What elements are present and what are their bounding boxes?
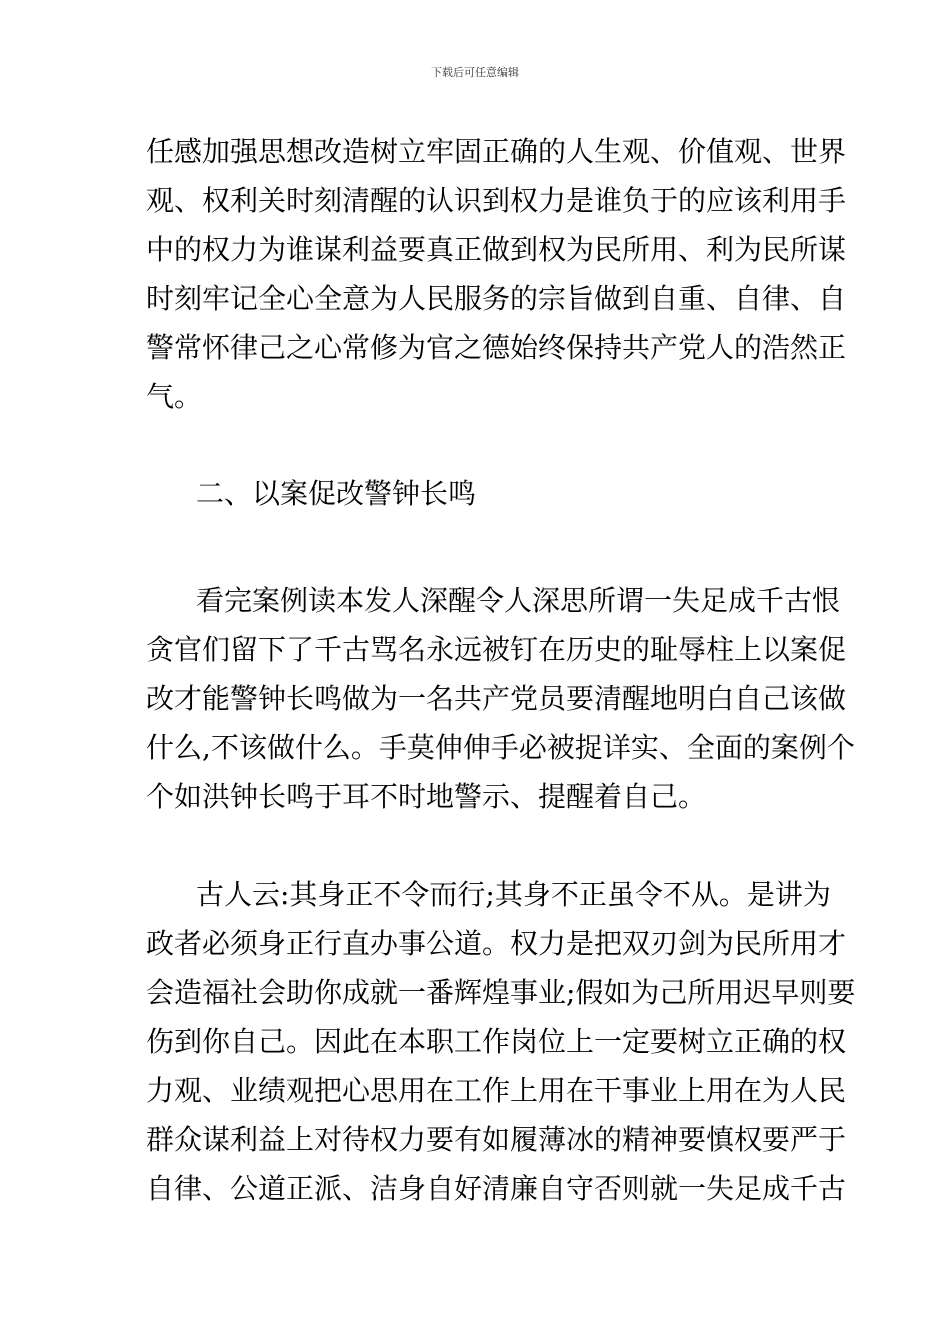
paragraph-line: 会造福社会助你成就一番辉煌事业;假如为己所用迟早则要 (146, 976, 856, 1009)
paragraph-line: 个如洪钟长鸣于耳不时地警示、提醒着自己。 (146, 780, 707, 813)
paragraph-line: 中的权力为谁谋利益要真正做到权为民所用、利为民所谋 (146, 233, 847, 266)
paragraph-line: 时刻牢记全心全意为人民服务的宗旨做到自重、自律、自 (146, 282, 847, 315)
paragraph-line: 改才能警钟长鸣做为一名共产党员要清醒地明白自己该做 (146, 682, 847, 715)
page-header-note: 下载后可任意编辑 (431, 66, 519, 79)
paragraph-line: 任感加强思想改造树立牢固正确的人生观、价值观、世界 (146, 135, 847, 168)
paragraph-line: 伤到你自己。因此在本职工作岗位上一定要树立正确的权 (146, 1025, 847, 1058)
paragraph-line: 什么,不该做什么。手莫伸伸手必被捉详实、全面的案例个 (146, 731, 855, 764)
paragraph-line: 自律、公道正派、洁身自好清廉自守否则就一失足成千古 (146, 1172, 847, 1205)
paragraph-line: 政者必须身正行直办事公道。权力是把双刃剑为民所用才 (146, 927, 847, 960)
paragraph-line: 气。 (146, 380, 203, 413)
paragraph-line: 警常怀律己之心常修为官之德始终保持共产党人的浩然正 (146, 331, 847, 364)
section-heading: 二、以案促改警钟长鸣 (196, 477, 477, 510)
paragraph-line: 古人云:其身正不令而行;其身不正虽令不从。是讲为 (196, 878, 831, 911)
paragraph-line: 力观、业绩观把心思用在工作上用在干事业上用在为人民 (146, 1074, 847, 1107)
paragraph-line: 群众谋利益上对待权力要有如履薄冰的精神要慎权要严于 (146, 1123, 847, 1156)
paragraph-line: 观、权利关时刻清醒的认识到权力是谁负于的应该利用手 (146, 184, 847, 217)
paragraph-line: 贪官们留下了千古骂名永远被钉在历史的耻辱柱上以案促 (146, 633, 847, 666)
paragraph-line: 看完案例读本发人深醒令人深思所谓一失足成千古恨 (196, 584, 841, 617)
